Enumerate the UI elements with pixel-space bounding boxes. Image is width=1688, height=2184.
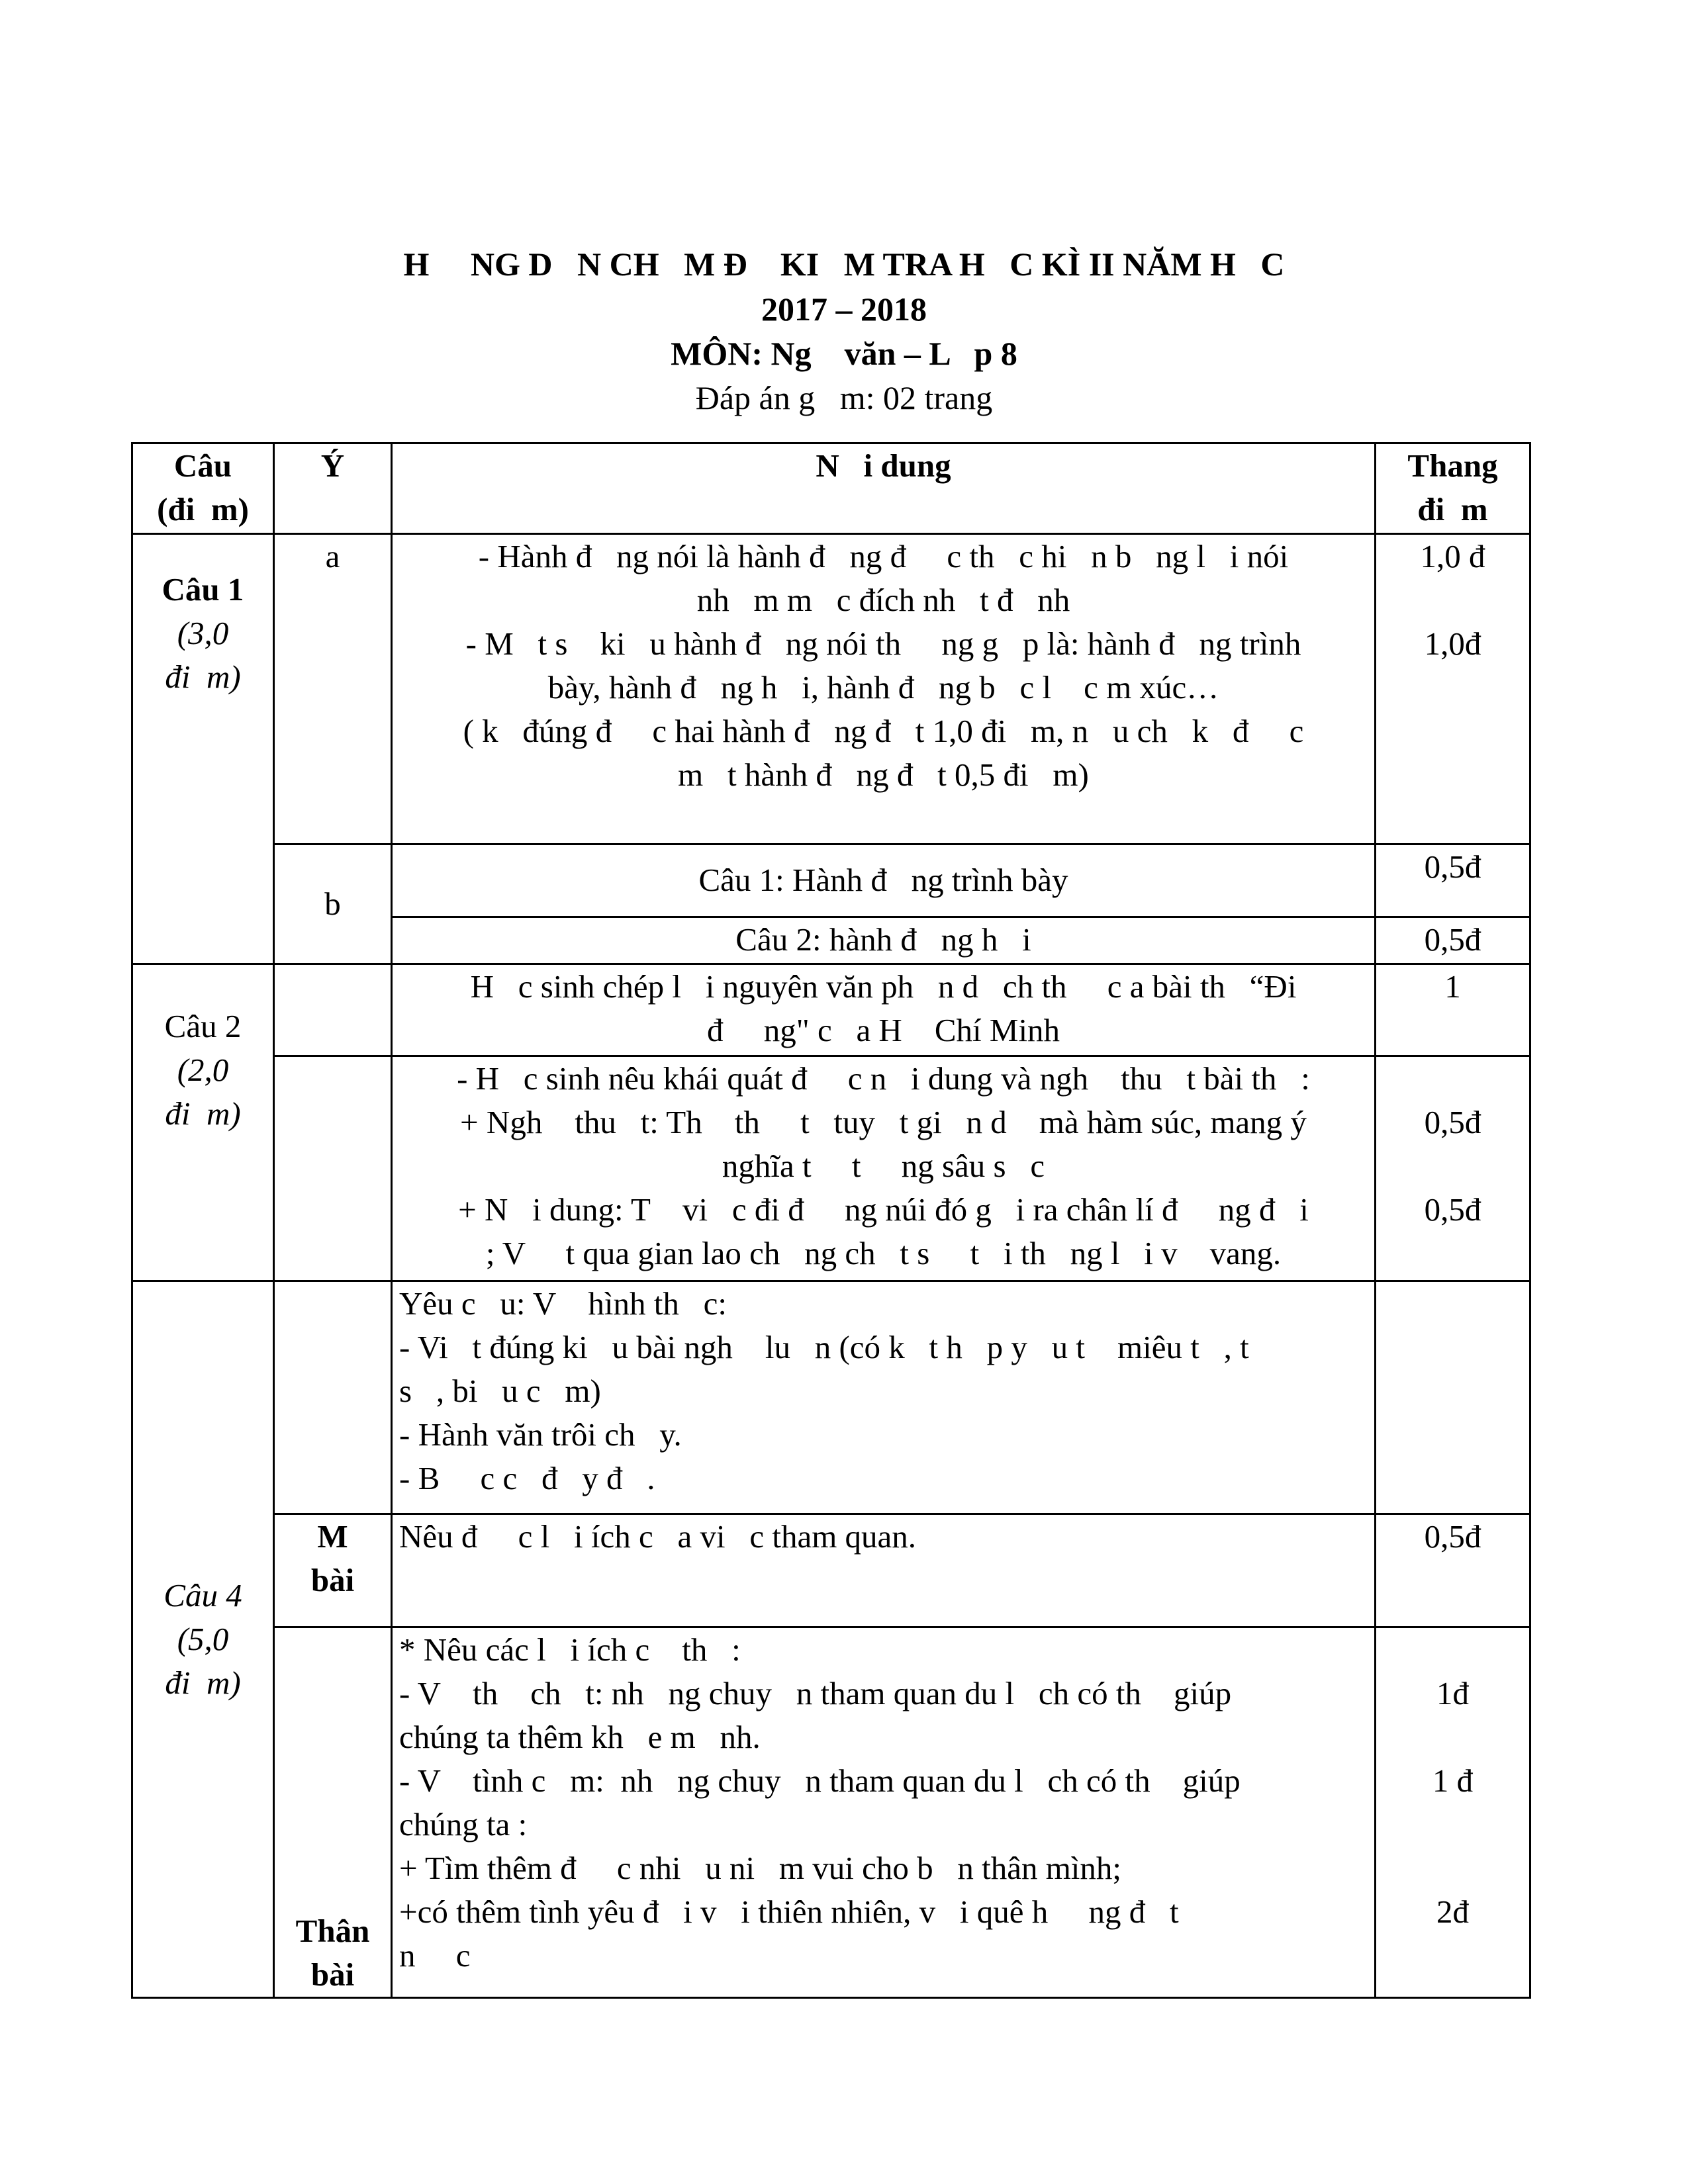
cau1-b-q2-score: 0,5đ xyxy=(1376,917,1530,964)
table-row xyxy=(132,1056,1530,1281)
header-thang-diem: Thang đi m xyxy=(1376,443,1530,534)
cau2-part1-content: H c sinh chép l i nguyên văn ph n d ch th c a bài th “Đi đ ng" c a H Chí Minh xyxy=(392,964,1376,1056)
table-row xyxy=(132,964,1530,1056)
table-row xyxy=(132,534,1530,844)
cau2-part1-score: 1 xyxy=(1376,964,1530,1056)
cau2-part2-content: - H c sinh nêu khái quát đ c n i dung và ngh thu t bài th : + Ngh thu t: Th th t tuy t gi n d mà hàm súc, mang ý nghĩa t t ng sâu s c + N i dung: T vi c đi đ ng núi đó g i ra chân lí đ ng đ i ; V t qua gian lao ch ng ch t s t i th ng l i v vang. xyxy=(392,1056,1376,1281)
cau4-mo-bai-content: Nêu đ c l i ích c a vi c tham quan. xyxy=(392,1514,1376,1627)
cau2-part2-score: 0,5đ 0,5đ xyxy=(1376,1056,1530,1281)
cau1-b-q2: Câu 2: hành đ ng h i xyxy=(392,917,1376,964)
cau1-b-q1-score: 0,5đ xyxy=(1376,844,1530,917)
cau4-than-bai-y: Thân bài xyxy=(274,1627,392,1997)
table-row xyxy=(132,844,1530,917)
pages-note: Đáp án g m: 02 trang xyxy=(695,379,993,416)
cau1-a-content: - Hành đ ng nói là hành đ ng đ c th c hi n b ng l i nói nh m m c đích nh t đ nh - M t s ki u hành đ ng nói th ng g p là: hành đ ng trình bày, hành đ ng h i, hành đ ng b c l c m xúc… ( k đúng đ c hai hành đ ng đ t 1,0 đi m, n u ch k đ c m t hành đ ng đ t 0,5 đi m) xyxy=(392,534,1376,844)
cau1-a-y: a xyxy=(274,534,392,844)
header-noi-dung: N i dung xyxy=(392,443,1376,534)
header-y: Ý xyxy=(274,443,392,534)
subject-line: MÔN: Ng văn – L p 8 xyxy=(671,335,1017,372)
table-row xyxy=(132,1627,1530,1997)
cau1-label: Câu 1 xyxy=(162,571,244,608)
cau1-a-score: 1,0 đ 1,0đ xyxy=(1376,534,1530,844)
cau4-mo-bai-score: 0,5đ xyxy=(1376,1514,1530,1627)
cau2-cell xyxy=(132,964,274,1281)
cau1-points: (3,0 đi m) xyxy=(165,615,241,696)
cau4-req-y xyxy=(274,1281,392,1514)
cau4-mo-bai-y: M bài xyxy=(274,1514,392,1627)
cau1-b-y: b xyxy=(274,844,392,964)
answer-table xyxy=(131,442,1531,1999)
cau4-req-score xyxy=(1376,1281,1530,1514)
table-row xyxy=(132,1514,1530,1627)
title-line-1: H NG D N CH M Đ KI M TRA H C KÌ II NĂM H C xyxy=(403,246,1285,283)
cau4-cell xyxy=(132,1281,274,1997)
cau1-cell xyxy=(132,534,274,964)
cau4-points: (5,0 đi m) xyxy=(165,1620,241,1701)
cau2-label: Câu 2 xyxy=(164,1008,242,1045)
table-row xyxy=(132,1281,1530,1514)
cau4-requirement: Yêu c u: V hình th c: - Vi t đúng ki u bài ngh lu n (có k t h p y u t miêu t , t s , bi u c m) - Hành văn trôi ch y. - B c c đ y đ . xyxy=(392,1281,1376,1514)
title-line-2: 2017 – 2018 xyxy=(761,291,927,328)
cau4-label: Câu 4 xyxy=(164,1576,242,1614)
cau2-part2-y xyxy=(274,1056,392,1281)
cau2-part1-y xyxy=(274,964,392,1056)
header-cau: Câu (đi m) xyxy=(132,443,274,534)
cau4-than-bai-content: * Nêu các l i ích c th : - V th ch t: nh ng chuy n tham quan du l ch có th giúp chúng ta thêm kh e m nh. - V tình c m: nh ng chuy n tham quan du l ch có th giúp chúng ta : + Tìm thêm đ c nhi u ni m vui cho b n thân mình; +có thêm tình yêu đ i v i thiên nhiên, v i quê h ng đ t n c xyxy=(392,1627,1376,1997)
cau2-points: (2,0 đi m) xyxy=(165,1052,241,1132)
cau4-than-bai-score: 1đ 1 đ 2đ xyxy=(1376,1627,1530,1997)
table-header-row xyxy=(132,443,1530,534)
cau1-b-q1: Câu 1: Hành đ ng trình bày xyxy=(392,844,1376,917)
